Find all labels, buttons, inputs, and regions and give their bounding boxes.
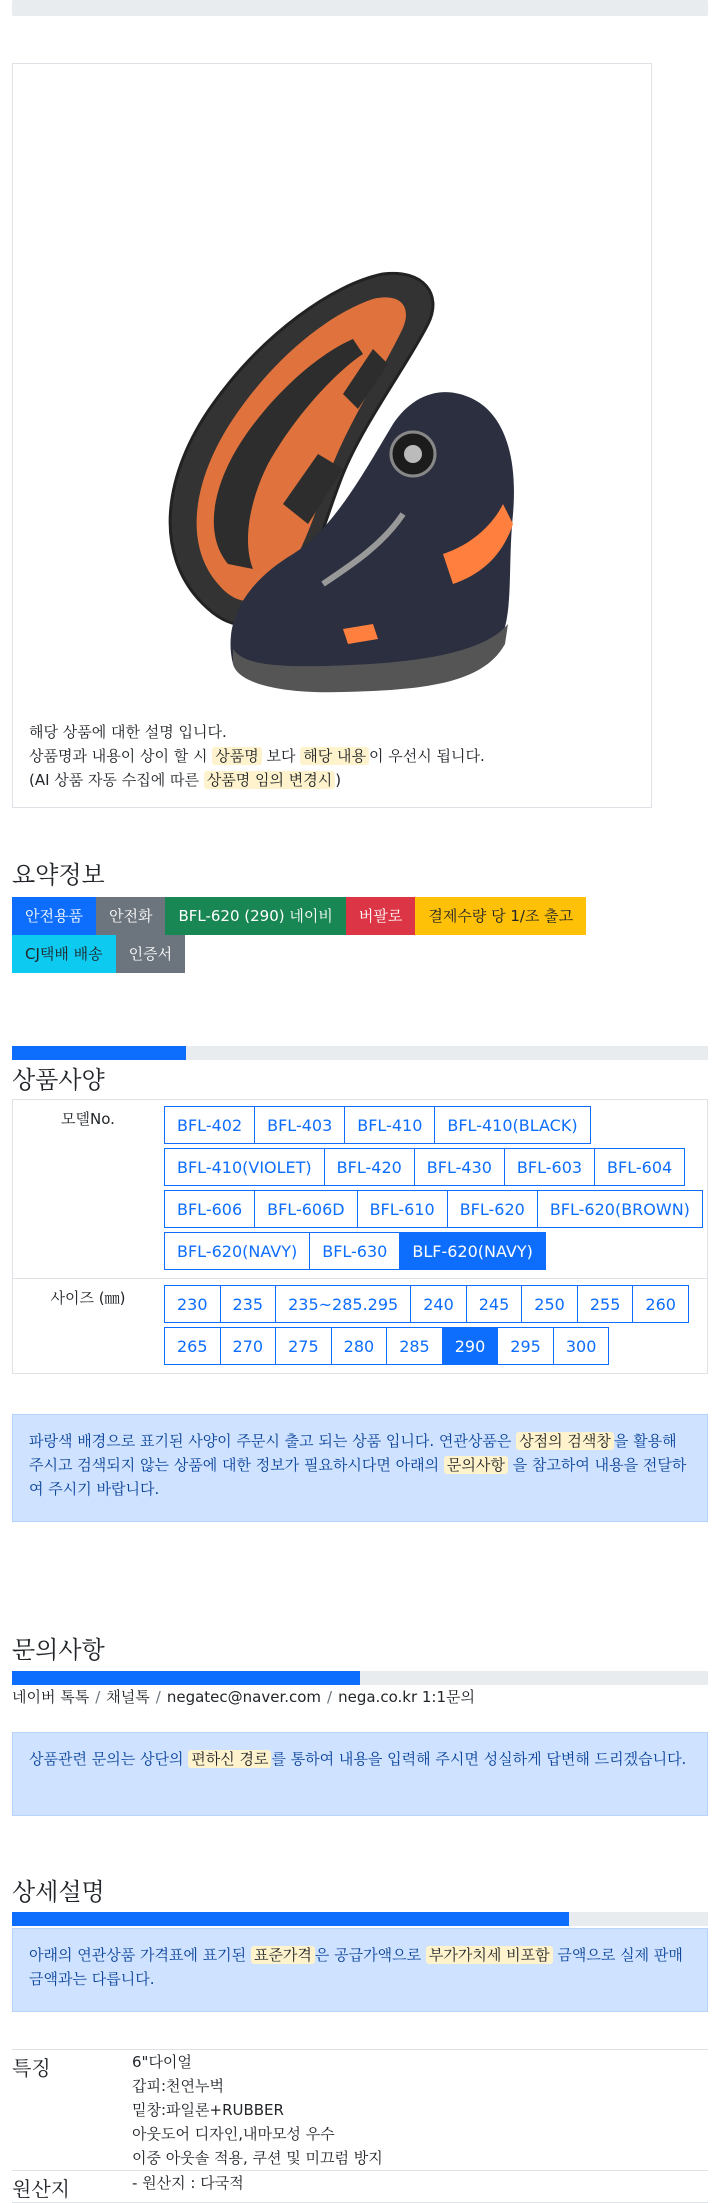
feature-line: 아웃도어 디자인,내마모성 우수 — [132, 2125, 335, 2143]
highlight-route: 편하신 경로 — [188, 1750, 271, 1768]
feature-line: 밑창:파일론+RUBBER — [132, 2101, 284, 2119]
size-option[interactable]: 250 — [521, 1285, 578, 1323]
features-row — [12, 2050, 708, 2171]
size-option[interactable]: 255 — [577, 1285, 634, 1323]
spec-row-size — [13, 1279, 707, 1373]
model-option[interactable]: BLF-620(NAVY) — [399, 1232, 546, 1270]
model-option[interactable]: BFL-430 — [414, 1148, 505, 1186]
top-progress-bar — [12, 0, 708, 16]
inquiry-progress-bar — [12, 1671, 708, 1685]
model-option[interactable]: BFL-410(VIOLET) — [164, 1148, 325, 1186]
origin-value: - 원산지 : 다국적 — [132, 2174, 244, 2192]
features-table — [12, 2049, 708, 2203]
summary-badge: 결제수량 당 1/조 출고 — [415, 897, 586, 935]
notice-text: 은 공급가액으로 — [314, 1946, 422, 1964]
inquiry-links — [12, 1686, 475, 1707]
highlight-content: 해당 내용 — [300, 747, 369, 765]
features-label: 특징 — [12, 2056, 51, 2080]
summary-badges — [12, 897, 632, 973]
desc-text: 이 우선시 됩니다. — [369, 747, 485, 765]
spec-table — [12, 1099, 708, 1374]
size-option[interactable]: 300 — [553, 1327, 610, 1365]
spec-progress-bar — [12, 1046, 708, 1060]
size-option[interactable]: 245 — [466, 1285, 523, 1323]
notice-text: 을 활용해 주시고 검색되지 않는 상품에 대한 정보가 필요하시다면 아래의 — [29, 1432, 677, 1474]
features-values — [132, 2050, 708, 2170]
product-image — [143, 224, 543, 724]
inquiry-link[interactable]: negatec@naver.com — [166, 1688, 322, 1706]
product-image-card — [12, 63, 652, 808]
model-option[interactable]: BFL-410(BLACK) — [434, 1106, 590, 1144]
summary-title: 요약정보 — [12, 861, 105, 889]
spec-notice — [12, 1414, 708, 1522]
inquiry-progress-fill — [12, 1671, 360, 1685]
highlight-vat-excluded: 부가가치세 비포함 — [426, 1946, 553, 1964]
model-option[interactable]: BFL-403 — [254, 1106, 345, 1144]
product-desc-line3 — [29, 768, 485, 792]
summary-badge: CJ택배 배송 — [12, 935, 116, 973]
summary-badge: 안전용품 — [12, 897, 96, 935]
summary-badge: 인증서 — [116, 935, 185, 973]
origin-row — [12, 2171, 708, 2203]
size-option[interactable]: 295 — [497, 1327, 554, 1365]
summary-badge: 안전화 — [96, 897, 165, 935]
model-option[interactable]: BFL-610 — [357, 1190, 448, 1228]
detail-notice — [12, 1928, 708, 2012]
feature-line: 이중 아웃솔 적용, 쿠션 및 미끄럼 방지 — [132, 2149, 383, 2167]
highlight-search: 상점의 검색창 — [516, 1432, 614, 1450]
summary-badge: 버팔로 — [346, 897, 415, 935]
model-option[interactable]: BFL-402 — [164, 1106, 255, 1144]
size-option[interactable]: 290 — [442, 1327, 499, 1365]
notice-text: 를 통하여 내용을 입력해 주시면 성실하게 답변해 드리겠습니다. — [271, 1750, 687, 1768]
spec-progress-fill — [12, 1046, 186, 1060]
model-options — [163, 1100, 707, 1278]
link-separator: / — [95, 1688, 101, 1706]
link-separator: / — [155, 1688, 161, 1706]
size-option[interactable]: 235~285.295 — [275, 1285, 411, 1323]
size-options — [163, 1279, 707, 1373]
origin-label: 원산지 — [12, 2177, 70, 2201]
model-option[interactable]: BFL-606D — [254, 1190, 357, 1228]
feature-line: 6"다이얼 — [132, 2053, 192, 2071]
notice-text: 을 참고하여 내용을 전달하여 주시기 바랍니다. — [29, 1456, 687, 1498]
model-option[interactable]: BFL-604 — [594, 1148, 685, 1186]
inquiry-notice — [12, 1732, 708, 1816]
desc-text: ) — [335, 771, 342, 789]
spec-row-model — [13, 1100, 707, 1279]
inquiry-title: 문의사항 — [12, 1636, 105, 1664]
notice-text: 아래의 연관상품 가격표에 표기된 — [29, 1946, 247, 1964]
summary-badge: BFL-620 (290) 네이비 — [165, 897, 345, 935]
detail-title: 상세설명 — [12, 1878, 105, 1906]
model-option[interactable]: BFL-420 — [324, 1148, 415, 1186]
inquiry-link[interactable]: 채널톡 — [106, 1688, 150, 1706]
size-option[interactable]: 285 — [386, 1327, 443, 1365]
size-option[interactable]: 240 — [410, 1285, 467, 1323]
feature-line: 갑피:천연누벅 — [132, 2077, 224, 2095]
desc-text: 상품명과 내용이 상이 할 시 — [29, 747, 208, 765]
detail-progress-bar — [12, 1912, 708, 1926]
spec-title: 상품사양 — [12, 1066, 105, 1094]
model-option[interactable]: BFL-620 — [447, 1190, 538, 1228]
model-label: 모델No. — [61, 1110, 115, 1128]
detail-progress-fill — [12, 1912, 569, 1926]
link-separator: / — [327, 1688, 333, 1706]
product-desc-line1: 해당 상품에 대한 설명 입니다. — [29, 723, 227, 741]
highlight-name-change: 상품명 임의 변경시 — [204, 771, 335, 789]
highlight-inquiry: 문의사항 — [444, 1456, 508, 1474]
model-option[interactable]: BFL-630 — [309, 1232, 400, 1270]
size-option[interactable]: 275 — [275, 1327, 332, 1365]
model-option[interactable]: BFL-620(NAVY) — [164, 1232, 310, 1270]
notice-text: 파랑색 배경으로 표기된 사양이 주문시 출고 되는 상품 입니다. 연관상품은 — [29, 1432, 512, 1450]
model-option[interactable]: BFL-410 — [344, 1106, 435, 1144]
size-option[interactable]: 280 — [331, 1327, 388, 1365]
highlight-standard-price: 표준가격 — [251, 1946, 315, 1964]
product-desc-line2 — [29, 744, 485, 768]
highlight-product-name: 상품명 — [212, 747, 261, 765]
model-option[interactable]: BFL-603 — [504, 1148, 595, 1186]
inquiry-link[interactable]: nega.co.kr 1:1문의 — [338, 1688, 475, 1706]
size-option[interactable]: 265 — [164, 1327, 221, 1365]
notice-text: 상품관련 문의는 상단의 — [29, 1750, 184, 1768]
desc-text: (AI 상품 자동 수집에 따른 — [29, 771, 200, 789]
inquiry-link[interactable]: 네이버 톡톡 — [12, 1688, 90, 1706]
desc-text: 보다 — [266, 747, 296, 765]
notice-text: 금액으로 실제 판매금액과는 다릅니다. — [29, 1946, 683, 1988]
size-option[interactable]: 270 — [220, 1327, 277, 1365]
size-label: 사이즈 (㎜) — [50, 1289, 126, 1307]
size-option[interactable]: 235 — [220, 1285, 277, 1323]
model-option[interactable]: BFL-606 — [164, 1190, 255, 1228]
model-option[interactable]: BFL-620(BROWN) — [537, 1190, 703, 1228]
size-option[interactable]: 230 — [164, 1285, 221, 1323]
size-option[interactable]: 260 — [632, 1285, 689, 1323]
